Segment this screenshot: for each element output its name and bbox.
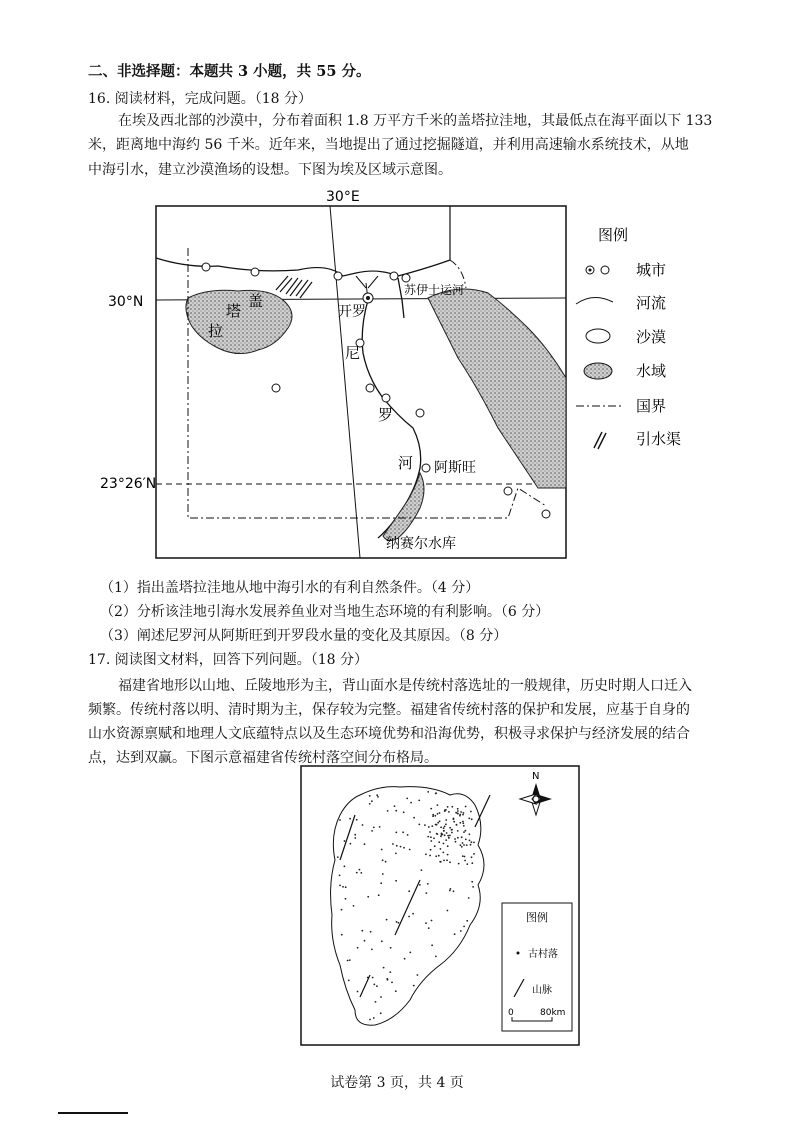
village-dot xyxy=(395,853,397,855)
village-dot xyxy=(409,952,411,954)
longitude-label: 30°E xyxy=(326,189,360,205)
village-dot xyxy=(470,811,472,813)
village-dot xyxy=(373,1017,375,1019)
village-dot xyxy=(445,823,447,825)
village-dot xyxy=(432,814,434,816)
village-dot xyxy=(410,802,412,804)
village-dot xyxy=(375,1001,377,1003)
village-dot xyxy=(462,814,464,816)
village-dot xyxy=(406,798,408,800)
village-dot xyxy=(462,842,464,844)
village-dot xyxy=(390,947,392,949)
legend-city: 城市 xyxy=(636,261,667,279)
village-dot xyxy=(463,812,465,814)
village-dot xyxy=(442,852,444,854)
village-dot xyxy=(446,832,448,834)
village-dot xyxy=(395,990,397,992)
cairo-marker xyxy=(366,296,370,300)
village-dot xyxy=(430,849,432,851)
q17-material-line: 频繁。传统村落以明、清时期为主，保存较为完整。福建省传统村落的保护和发展，应基于自身的 xyxy=(88,702,690,718)
village-dot xyxy=(445,819,447,821)
village-dot xyxy=(464,860,466,862)
legend-mountain: 山脉 xyxy=(532,985,552,996)
north-arrow-icon xyxy=(520,771,552,815)
village-dot xyxy=(455,841,457,843)
village-dot xyxy=(462,821,464,823)
q17-material-line: 福建省地形以山地、丘陵地形为主，背山面水是传统村落选址的一般规律，历史时期人口迁入 xyxy=(118,678,692,694)
village-dot xyxy=(440,848,442,850)
village-dot xyxy=(463,831,465,833)
q17-material-line: 点，达到双赢。下图示意福建省传统村落空间分布格局。 xyxy=(88,750,438,766)
village-dot xyxy=(436,824,438,826)
q16-material-line: 中海引水，建立沙漠渔场的设想。下图为埃及区域示意图。 xyxy=(88,162,452,178)
nile-label: 尼 xyxy=(345,344,361,362)
village-dot xyxy=(463,825,465,827)
village-dot xyxy=(376,794,378,796)
village-dot xyxy=(447,910,449,912)
village-dot xyxy=(438,855,440,857)
village-dot xyxy=(447,845,449,847)
village-dot xyxy=(381,940,383,942)
village-dot xyxy=(430,808,432,810)
village-dot xyxy=(457,837,459,839)
village-dot xyxy=(370,931,372,933)
village-dot xyxy=(466,920,468,922)
village-dot xyxy=(371,949,373,951)
cairo-label: 开罗 xyxy=(338,304,366,320)
legend-desert: 沙漠 xyxy=(636,328,667,346)
village-dot xyxy=(446,859,448,861)
nile-label: 罗 xyxy=(378,406,394,424)
village-dot xyxy=(466,844,468,846)
lake-nasser xyxy=(383,473,424,541)
mediterranean-coast xyxy=(156,206,450,276)
village-dot xyxy=(378,894,380,896)
village-dot xyxy=(408,890,410,892)
village-dot xyxy=(447,835,449,837)
village-dot xyxy=(394,805,396,807)
village-dot xyxy=(392,843,394,845)
qattara-label: 盖 xyxy=(248,292,264,310)
village-dot xyxy=(382,873,384,875)
village-dot xyxy=(461,846,463,848)
village-dot xyxy=(457,830,459,832)
village-dot xyxy=(429,855,431,857)
village-dot xyxy=(460,930,462,932)
village-dot xyxy=(369,795,371,797)
village-dot xyxy=(376,985,378,987)
village-dot xyxy=(465,806,467,808)
meridian-30e xyxy=(330,206,360,558)
scale-end: 80km xyxy=(540,1008,566,1018)
village-dot xyxy=(344,865,346,867)
village-dot xyxy=(457,808,459,810)
village-dot xyxy=(356,872,358,874)
village-dot xyxy=(440,826,442,828)
village-dot xyxy=(354,837,356,839)
village-dot xyxy=(473,853,475,855)
village-dot xyxy=(347,960,349,962)
village-dot xyxy=(386,919,388,921)
village-dot xyxy=(367,896,369,898)
village-dot xyxy=(444,834,446,836)
village-dot xyxy=(453,818,455,820)
village-dot xyxy=(457,812,459,814)
aswan-label: 阿斯旺 xyxy=(434,460,476,476)
village-dot xyxy=(361,930,363,932)
village-dot xyxy=(437,822,439,824)
village-dot xyxy=(373,984,375,986)
village-dot xyxy=(379,826,381,828)
village-dot xyxy=(359,869,361,871)
q17-material-line: 山水资源禀赋和地理人文底蕴特点以及生态环境优势和沿海优势，积极寻求保护与经济发展的结合 xyxy=(88,726,690,742)
village-dot xyxy=(464,856,466,858)
nile-label: 河 xyxy=(398,454,414,472)
village-dot xyxy=(466,863,468,865)
village-dot xyxy=(424,824,426,826)
village-dot xyxy=(433,837,435,839)
village-dot xyxy=(369,1019,371,1021)
village-dot xyxy=(459,822,461,824)
village-dot xyxy=(409,849,411,851)
village-dot xyxy=(443,860,445,862)
village-dot xyxy=(349,818,351,820)
village-dot xyxy=(425,853,427,855)
village-dot xyxy=(473,842,475,844)
qattara-label: 拉 xyxy=(208,322,224,340)
q16-subquestion: （3）阐述尼罗河从阿斯旺到开罗段水量的变化及其原因。（8 分） xyxy=(100,628,508,644)
village-dot xyxy=(398,922,400,924)
legend-village: 古村落 xyxy=(528,949,558,960)
village-dot xyxy=(443,827,445,829)
village-dot xyxy=(381,849,383,851)
village-dot xyxy=(439,812,441,814)
village-dot xyxy=(465,839,467,841)
red-sea xyxy=(428,289,566,488)
village-dot xyxy=(471,862,473,864)
legend-border: 国界 xyxy=(636,397,667,415)
village-dot xyxy=(451,806,453,808)
q16-material-line: 在埃及西北部的沙漠中，分布着面积 1.8 万平方千米的盖塔拉洼地，其最低点在海平面以下 133 xyxy=(118,113,713,129)
village-dot xyxy=(471,841,473,843)
village-dot xyxy=(371,830,373,832)
lat-tropic-label: 23°26′N xyxy=(100,476,157,492)
village-dot xyxy=(453,890,455,892)
village-dot xyxy=(377,796,379,798)
village-dot xyxy=(425,922,427,924)
village-dot xyxy=(451,832,453,834)
village-dot xyxy=(339,819,341,821)
village-dot xyxy=(360,872,362,874)
village-dot xyxy=(395,880,397,882)
village-dot xyxy=(400,846,402,848)
lat-30n-label: 30°N xyxy=(108,294,144,310)
village-dot xyxy=(449,861,451,863)
village-dot xyxy=(429,831,431,833)
village-dot xyxy=(465,830,467,832)
scale-zero: 0 xyxy=(508,1008,514,1018)
village-dot xyxy=(362,824,364,826)
village-dot xyxy=(472,886,474,888)
village-dot xyxy=(449,890,451,892)
village-dot xyxy=(469,833,471,835)
village-dot xyxy=(344,840,346,842)
village-dot xyxy=(461,836,463,838)
village-dot xyxy=(448,811,450,813)
village-dot xyxy=(404,958,406,960)
village-dot xyxy=(443,843,445,845)
legend-water: 水域 xyxy=(636,362,667,380)
village-dot xyxy=(341,909,343,911)
village-dot xyxy=(462,855,464,857)
village-dot xyxy=(339,885,341,887)
village-dot xyxy=(417,974,419,976)
village-dot xyxy=(382,859,384,861)
village-dot xyxy=(364,843,366,845)
page-footer: 试卷第 3 页，共 4 页 xyxy=(330,1075,464,1091)
village-dot xyxy=(468,897,470,899)
village-dot xyxy=(435,855,437,857)
village-dot xyxy=(449,827,451,829)
village-dot xyxy=(431,825,433,827)
village-dot xyxy=(447,854,449,856)
village-dot xyxy=(447,806,449,808)
village-dot xyxy=(421,869,423,871)
village-dot xyxy=(350,843,352,845)
village-dot xyxy=(445,839,447,841)
legend-title: 图例 xyxy=(526,911,548,924)
village-dot xyxy=(468,818,470,820)
village-dot xyxy=(383,967,385,969)
nasser-label: 纳赛尔水库 xyxy=(386,536,456,552)
village-dot xyxy=(453,821,455,823)
village-dot xyxy=(450,888,452,890)
village-dot xyxy=(342,886,344,888)
village-dot xyxy=(428,927,430,929)
village-dot xyxy=(395,832,397,834)
village-dot xyxy=(364,940,366,942)
village-dot xyxy=(373,827,375,829)
q16-title: 16. 阅读材料，完成问题。（18 分） xyxy=(88,91,312,107)
water-canal xyxy=(276,276,312,298)
village-dot xyxy=(435,793,437,795)
village-dot xyxy=(438,841,440,843)
village-dot xyxy=(380,882,382,884)
section-header: 二、非选择题：本题共 3 小题，共 55 分。 xyxy=(88,63,371,80)
q16-subquestion: （2）分析该洼地引海水发展养鱼业对当地生态环境的有利影响。（6 分） xyxy=(100,604,550,620)
village-dot xyxy=(430,840,432,842)
village-dot xyxy=(460,811,462,813)
village-dot xyxy=(357,991,359,993)
village-dot xyxy=(437,804,439,806)
village-dot xyxy=(391,982,393,984)
village-dot xyxy=(463,844,465,846)
village-dot xyxy=(395,810,397,812)
north-label: N xyxy=(532,771,540,782)
village-dot xyxy=(427,791,429,793)
village-dot xyxy=(396,845,398,847)
village-dot xyxy=(427,836,429,838)
village-dot xyxy=(357,947,359,949)
legend-river: 河流 xyxy=(636,294,667,312)
village-dot xyxy=(458,863,460,865)
village-dot xyxy=(386,978,388,980)
village-dot xyxy=(434,815,436,817)
qattara-depression xyxy=(186,290,292,353)
village-dot xyxy=(427,883,429,885)
village-dot xyxy=(403,847,405,849)
village-dot xyxy=(459,815,461,817)
legend-canal: 引水渠 xyxy=(636,430,682,448)
q16-material-line: 米，距离地中海约 56 千米。近年来，当地提出了通过挖掘隧道，并利用高速输水系统技术，从地 xyxy=(88,137,689,153)
village-dot xyxy=(443,830,445,832)
village-dot xyxy=(389,971,391,973)
village-dot xyxy=(418,800,420,802)
village-dot xyxy=(380,996,382,998)
village-dot xyxy=(434,845,436,847)
egypt-map xyxy=(98,188,708,568)
village-dot xyxy=(403,811,405,813)
village-dot xyxy=(448,837,450,839)
village-dot xyxy=(413,985,415,987)
village-dot xyxy=(449,835,451,837)
village-dot xyxy=(451,829,453,831)
village-dot xyxy=(428,826,430,828)
village-dot xyxy=(345,898,347,900)
q16-subquestion: （1）指出盖塔拉洼地从地中海引水的有利自然条件。（4 分） xyxy=(100,580,480,596)
village-dot xyxy=(469,840,471,842)
village-dot xyxy=(345,886,347,888)
village-dot xyxy=(454,838,456,840)
village-dot xyxy=(396,921,398,923)
village-dot xyxy=(470,844,472,846)
village-dot xyxy=(444,826,446,828)
village-dot xyxy=(462,822,464,824)
legend-title: 图例 xyxy=(598,226,629,244)
fujian-map xyxy=(300,765,580,1047)
village-dot xyxy=(354,834,356,836)
village-dot xyxy=(435,956,437,958)
map-legend xyxy=(502,903,572,1031)
map-legend xyxy=(576,226,681,449)
village-dot xyxy=(380,1012,382,1014)
village-dot xyxy=(387,810,389,812)
village-dot xyxy=(372,977,374,979)
village-dot xyxy=(369,803,371,805)
village-dot xyxy=(339,875,341,877)
village-dot xyxy=(431,920,433,922)
village-dot xyxy=(430,836,432,838)
q17-title: 17. 阅读图文材料，回答下列问题。（18 分） xyxy=(88,652,368,668)
village-dot xyxy=(431,944,433,946)
village-dot xyxy=(402,831,404,833)
village-dot xyxy=(444,809,446,811)
village-dot xyxy=(460,844,462,846)
village-dot xyxy=(418,824,420,826)
village-dot xyxy=(471,856,473,858)
village-dot xyxy=(349,959,351,961)
village-dot xyxy=(457,810,459,812)
village-dot xyxy=(341,934,343,936)
village-dot xyxy=(439,820,441,822)
village-dot xyxy=(408,916,410,918)
qattara-label: 塔 xyxy=(226,302,242,320)
village-dot xyxy=(442,833,444,835)
village-dot xyxy=(413,817,415,819)
village-dot xyxy=(471,881,473,883)
village-dot xyxy=(353,905,355,907)
village-dot xyxy=(463,926,465,928)
village-dot xyxy=(437,813,439,815)
village-dot xyxy=(337,856,339,858)
village-dot xyxy=(356,819,358,821)
suez-label: 苏伊士运河 xyxy=(404,283,465,297)
village-dot xyxy=(436,833,438,835)
village-dot xyxy=(419,884,421,886)
village-dot xyxy=(439,861,441,863)
village-dot xyxy=(348,980,350,982)
village-dot xyxy=(385,861,387,863)
village-dot xyxy=(456,824,458,826)
village-dot xyxy=(412,913,414,915)
village-dot xyxy=(425,892,427,894)
village-dot xyxy=(407,834,409,836)
village-dot xyxy=(371,800,373,802)
village-dot xyxy=(454,933,456,935)
village-dot xyxy=(471,818,473,820)
footer-rule xyxy=(58,1112,128,1114)
